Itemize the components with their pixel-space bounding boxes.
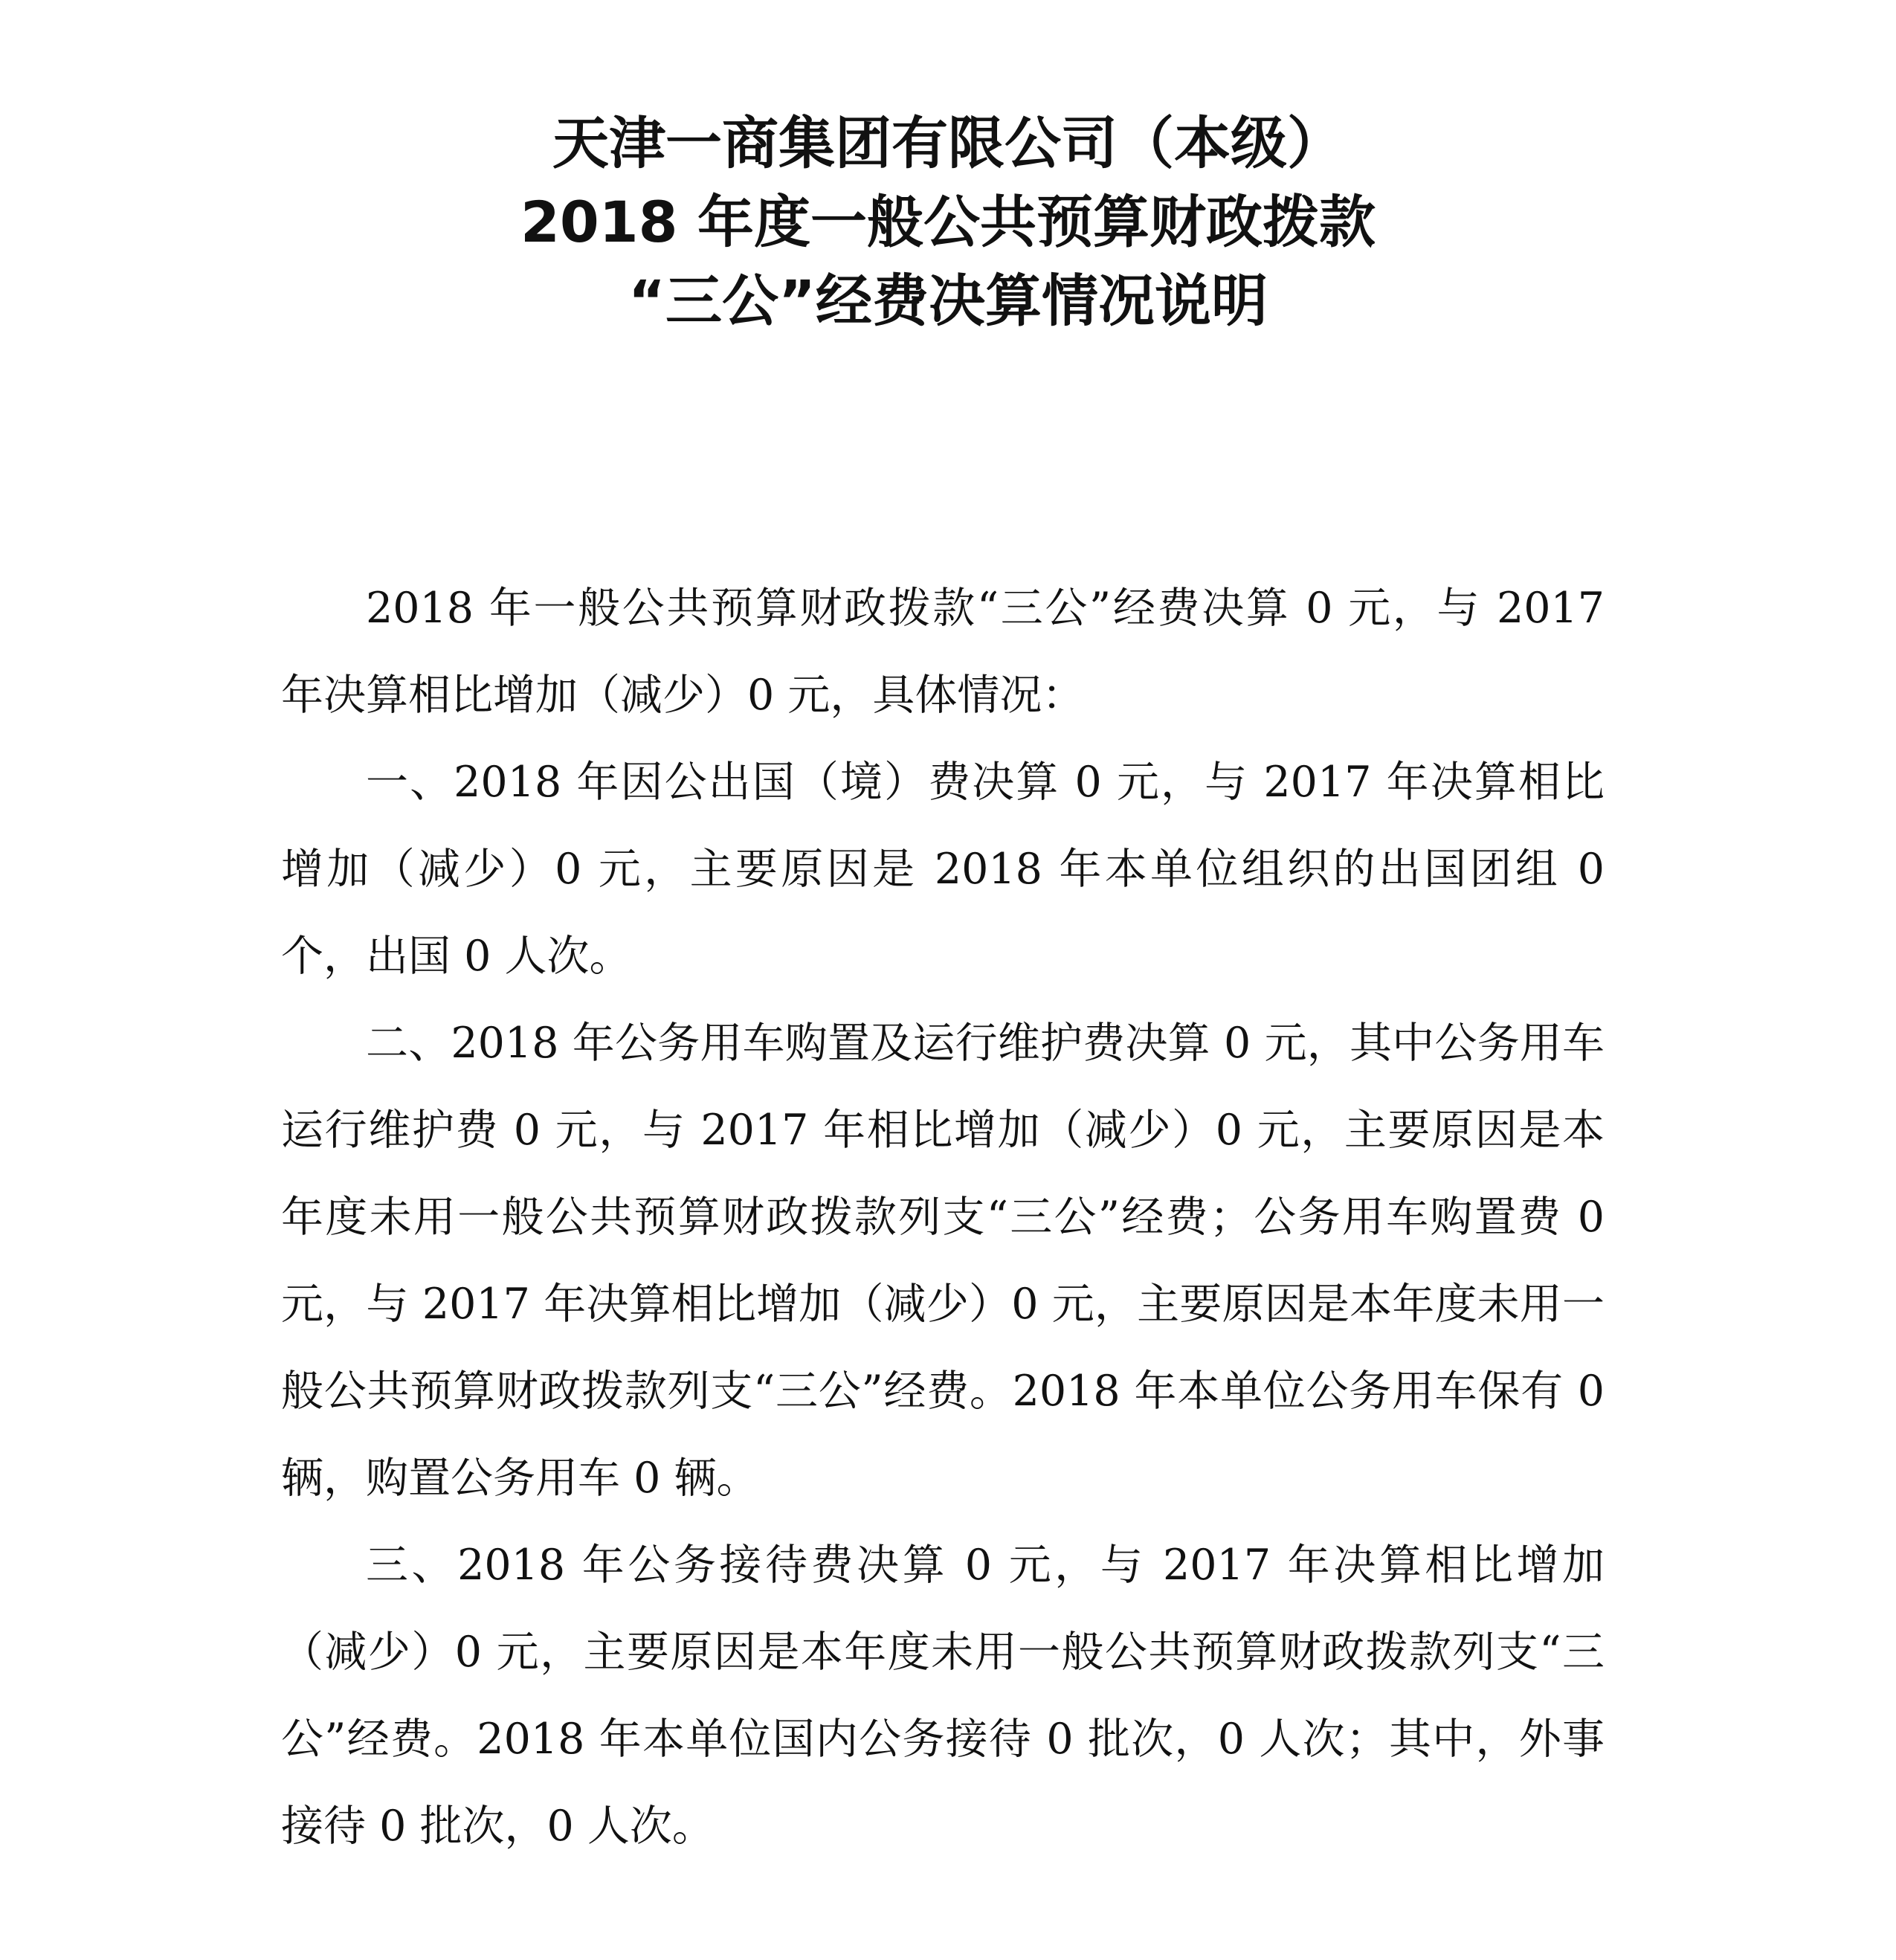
document-title <box>0 104 1896 341</box>
section-2-paragraph: 二、2018 年公务用车购置及运行维护费决算 0 元，其中公务用车运行维护费 0 元，与 2017 年相比增加（减少）0 元，主要原因是本年度未用一般公共预算财政拨款列支“三公”经费；公务用车购置费 0 元，与 2017 年决算相比增加（减少）0 元，主要原因是本年度未用一般公共预算财政拨款列支“三公”经费。2018 年本单位公务用车保有 0 辆，购置公务用车 0 辆。 <box>281 1019 1605 1503</box>
title-line-2: 2018 年度一般公共预算财政拨款 <box>520 189 1376 255</box>
title-line-3: “三公”经费决算情况说明 <box>628 268 1268 334</box>
title-line-1: 天津一商集团有限公司（本级） <box>552 110 1344 176</box>
document-body <box>281 565 1605 1870</box>
section-1-paragraph: 一、2018 年因公出国（境）费决算 0 元，与 2017 年决算相比增加（减少）0 元，主要原因是 2018 年本单位组织的出国团组 0 个，出国 0 人次。 <box>281 758 1605 981</box>
section-3-paragraph: 三、2018 年公务接待费决算 0 元，与 2017 年决算相比增加（减少）0 元，主要原因是本年度未用一般公共预算财政拨款列支“三公”经费。2018 年本单位国内公务接待 0 批次，0 人次；其中，外事接待 0 批次，0 人次。 <box>281 1541 1605 1851</box>
intro-paragraph: 2018 年一般公共预算财政拨款“三公”经费决算 0 元，与 2017 年决算相比增加（减少）0 元，具体情况： <box>281 584 1605 720</box>
